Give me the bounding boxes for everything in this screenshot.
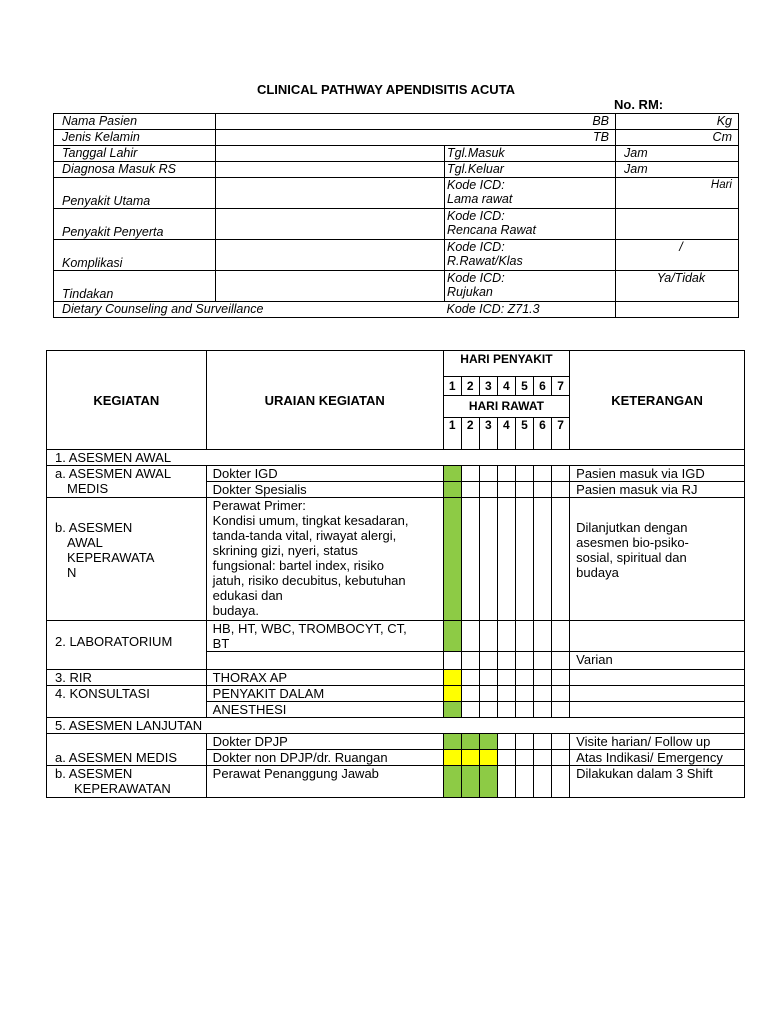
day-cell[interactable] xyxy=(497,670,515,686)
kode-icd-label: Kode ICD: xyxy=(447,209,505,223)
kode-icd-label: Kode ICD: xyxy=(447,178,505,192)
diagnosa-label: Diagnosa Masuk RS xyxy=(54,162,216,178)
label-line: N xyxy=(67,565,77,580)
uraian-cell: Dokter non DPJP/dr. Ruangan xyxy=(206,750,443,766)
day-cell[interactable] xyxy=(497,498,515,621)
hari-penyakit-day: 3 xyxy=(479,377,497,396)
day-cell[interactable] xyxy=(479,652,497,670)
day-cell[interactable] xyxy=(552,466,570,482)
uraian-line: tanda-tanda vital, riwayat alergi, xyxy=(212,528,397,543)
uraian-cell: PENYAKIT DALAM xyxy=(206,686,443,702)
kegiatan-header: KEGIATAN xyxy=(47,351,207,450)
keterangan-cell: Varian xyxy=(570,652,745,670)
day-cell[interactable] xyxy=(515,621,533,652)
day-cell[interactable] xyxy=(479,686,497,702)
day-cell-green[interactable] xyxy=(461,766,479,798)
table-row xyxy=(47,670,745,686)
section-row xyxy=(47,450,745,466)
day-cell[interactable] xyxy=(443,652,461,670)
day-cell[interactable] xyxy=(479,498,497,621)
uraian-header: URAIAN KEGIATAN xyxy=(206,351,443,450)
day-cell[interactable] xyxy=(533,734,551,750)
rir-label: 3. RIR xyxy=(47,670,207,686)
rujukan-label: Rujukan xyxy=(447,285,493,299)
info-row-penyakit-penyerta xyxy=(54,209,739,240)
tanggal-lahir-label: Tanggal Lahir xyxy=(54,146,216,162)
day-cell[interactable] xyxy=(497,466,515,482)
keterangan-cell: Visite harian/ Follow up xyxy=(570,734,745,750)
hari-rawat-day: 5 xyxy=(515,418,533,450)
kode-icd-rencana-rawat xyxy=(445,209,616,240)
day-cell[interactable] xyxy=(479,702,497,718)
jenis-kelamin-value[interactable] xyxy=(216,130,445,146)
day-cell[interactable] xyxy=(552,670,570,686)
day-cell[interactable] xyxy=(515,466,533,482)
keterangan-line: budaya xyxy=(576,565,619,580)
section-asesmen-awal: 1. ASESMEN AWAL xyxy=(47,450,745,466)
nama-pasien-label: Nama Pasien xyxy=(54,114,216,130)
day-cell[interactable] xyxy=(515,686,533,702)
hari-rawat-day: 6 xyxy=(533,418,551,450)
tindakan-label: Tindakan xyxy=(54,271,216,302)
day-cell[interactable] xyxy=(497,702,515,718)
day-cell-yellow[interactable] xyxy=(443,670,461,686)
table-row xyxy=(47,766,745,798)
day-cell[interactable] xyxy=(552,734,570,750)
keterangan-cell xyxy=(570,686,745,702)
tgl-keluar-label: Tgl.Keluar xyxy=(445,162,616,178)
keterangan-cell xyxy=(570,498,745,621)
label-line: MEDIS xyxy=(67,481,109,496)
info-row-komplikasi xyxy=(54,240,739,271)
tanggal-lahir-value[interactable] xyxy=(216,146,445,162)
label-line: AWAL xyxy=(67,535,103,550)
rencana-rawat-value[interactable] xyxy=(616,209,739,240)
rawat-klas-label: R.Rawat/Klas xyxy=(447,254,523,268)
day-cell[interactable] xyxy=(515,670,533,686)
tb-label: TB xyxy=(445,130,616,146)
jam-masuk-label[interactable]: Jam xyxy=(616,146,739,162)
penyakit-utama-value[interactable] xyxy=(216,178,445,209)
keterangan-cell xyxy=(570,670,745,686)
uraian-cell xyxy=(206,621,443,652)
day-cell-yellow[interactable] xyxy=(479,750,497,766)
komplikasi-label: Komplikasi xyxy=(54,240,216,271)
uraian-line: HB, HT, WBC, TROMBOCYT, CT, xyxy=(212,621,407,636)
hari-penyakit-day: 7 xyxy=(552,377,570,396)
day-cell[interactable] xyxy=(497,621,515,652)
section-row xyxy=(47,718,745,734)
day-cell[interactable] xyxy=(461,498,479,621)
day-cell[interactable] xyxy=(515,498,533,621)
hari-penyakit-day: 4 xyxy=(497,377,515,396)
day-cell[interactable] xyxy=(461,621,479,652)
section-asesmen-lanjutan: 5. ASESMEN LANJUTAN xyxy=(47,718,745,734)
asesmen-awal-medis-label xyxy=(47,466,207,498)
day-cell[interactable] xyxy=(533,766,551,798)
day-cell-green[interactable] xyxy=(443,734,461,750)
dietary-value[interactable] xyxy=(616,302,739,318)
hari-rawat-header: HARI RAWAT xyxy=(443,396,570,418)
tindakan-value[interactable] xyxy=(216,271,445,302)
kode-icd-label: Kode ICD: xyxy=(447,271,505,285)
day-cell[interactable] xyxy=(497,652,515,670)
day-cell-green[interactable] xyxy=(461,734,479,750)
day-cell[interactable] xyxy=(461,652,479,670)
asesmen-medis-label: a. ASESMEN MEDIS xyxy=(47,734,207,766)
hari-rawat-day: 2 xyxy=(461,418,479,450)
day-cell[interactable] xyxy=(552,498,570,621)
day-cell[interactable] xyxy=(533,652,551,670)
jam-keluar-label[interactable]: Jam xyxy=(616,162,739,178)
day-cell[interactable] xyxy=(461,670,479,686)
day-cell-green[interactable] xyxy=(443,498,461,621)
uraian-line: edukasi dan xyxy=(212,588,283,603)
day-cell[interactable] xyxy=(497,734,515,750)
hari-penyakit-day: 5 xyxy=(515,377,533,396)
day-cell[interactable] xyxy=(533,482,551,498)
day-cell[interactable] xyxy=(533,686,551,702)
day-cell[interactable] xyxy=(497,686,515,702)
day-cell[interactable] xyxy=(479,670,497,686)
day-cell[interactable] xyxy=(552,702,570,718)
day-cell[interactable] xyxy=(515,750,533,766)
info-row-tanggal-lahir xyxy=(54,146,739,162)
komplikasi-value[interactable] xyxy=(216,240,445,271)
day-cell[interactable] xyxy=(497,750,515,766)
day-cell[interactable] xyxy=(461,466,479,482)
hari-penyakit-header: HARI PENYAKIT xyxy=(443,351,570,377)
keterangan-cell: Pasien masuk via IGD xyxy=(570,466,745,482)
keterangan-cell: Dilakukan dalam 3 Shift xyxy=(570,766,745,798)
no-rm-label: No. RM: xyxy=(614,97,664,112)
day-cell[interactable] xyxy=(479,466,497,482)
day-cell[interactable] xyxy=(533,670,551,686)
day-cell[interactable] xyxy=(515,652,533,670)
penyakit-penyerta-label: Penyakit Penyerta xyxy=(54,209,216,240)
day-cell-yellow[interactable] xyxy=(443,686,461,702)
kode-icd-rawat-klas xyxy=(445,240,616,271)
info-row-dietary xyxy=(54,302,739,318)
kode-icd-label: Kode ICD: xyxy=(447,240,505,254)
kode-icd-z713: Kode ICD: Z71.3 xyxy=(445,302,616,318)
info-row-tindakan xyxy=(54,271,739,302)
day-cell[interactable] xyxy=(552,750,570,766)
label-line: a. ASESMEN AWAL xyxy=(55,466,172,481)
asesmen-awal-keperawatan-label xyxy=(47,498,207,621)
uraian-cell: Dokter Spesialis xyxy=(206,482,443,498)
cm-unit[interactable]: Cm xyxy=(616,130,739,146)
hari-unit[interactable]: Hari xyxy=(616,178,739,209)
day-cell-green[interactable] xyxy=(479,734,497,750)
uraian-line: skrining gizi, nyeri, status xyxy=(212,543,358,558)
keterangan-line: sosial, spiritual dan xyxy=(576,550,687,565)
nama-pasien-value[interactable] xyxy=(216,114,445,130)
day-cell[interactable] xyxy=(552,652,570,670)
ya-tidak-option[interactable]: Ya/Tidak xyxy=(616,271,739,302)
kode-icd-rujukan xyxy=(445,271,616,302)
day-cell[interactable] xyxy=(461,686,479,702)
uraian-line: budaya. xyxy=(212,603,259,618)
day-cell[interactable] xyxy=(533,466,551,482)
keterangan-cell xyxy=(570,621,745,652)
penyakit-penyerta-value[interactable] xyxy=(216,209,445,240)
lama-rawat-label: Lama rawat xyxy=(447,192,513,206)
table-row xyxy=(47,686,745,702)
day-cell[interactable] xyxy=(552,766,570,798)
label-line: b. ASESMEN xyxy=(55,766,133,781)
day-cell[interactable] xyxy=(533,621,551,652)
day-cell-green[interactable] xyxy=(443,482,461,498)
day-cell-green[interactable] xyxy=(443,766,461,798)
day-cell[interactable] xyxy=(461,482,479,498)
day-cell[interactable] xyxy=(552,686,570,702)
day-cell[interactable] xyxy=(533,702,551,718)
hari-rawat-day: 4 xyxy=(497,418,515,450)
asesmen-keperawatan-label xyxy=(47,766,207,798)
day-cell-yellow[interactable] xyxy=(461,750,479,766)
table-row xyxy=(47,734,745,750)
keterangan-cell: Pasien masuk via RJ xyxy=(570,482,745,498)
uraian-line: Kondisi umum, tingkat kesadaran, xyxy=(212,513,409,528)
day-cell[interactable] xyxy=(497,482,515,498)
kode-icd-lama-rawat xyxy=(445,178,616,209)
laboratorium-label: 2. LABORATORIUM xyxy=(47,621,207,670)
jenis-kelamin-label: Jenis Kelamin xyxy=(54,130,216,146)
table-row xyxy=(47,498,745,621)
hari-rawat-day: 7 xyxy=(552,418,570,450)
day-cell[interactable] xyxy=(515,482,533,498)
uraian-cell xyxy=(206,652,443,670)
activity-table xyxy=(46,350,745,798)
day-cell-green[interactable] xyxy=(479,766,497,798)
day-cell[interactable] xyxy=(515,766,533,798)
day-cell[interactable] xyxy=(515,702,533,718)
uraian-cell: ANESTHESI xyxy=(206,702,443,718)
day-cell[interactable] xyxy=(552,621,570,652)
rencana-rawat-label: Rencana Rawat xyxy=(447,223,536,237)
day-cell[interactable] xyxy=(479,482,497,498)
bb-label: BB xyxy=(445,114,616,130)
uraian-cell: Dokter IGD xyxy=(206,466,443,482)
penyakit-utama-label: Penyakit Utama xyxy=(54,178,216,209)
info-row-penyakit-utama xyxy=(54,178,739,209)
day-cell[interactable] xyxy=(515,734,533,750)
dietary-label: Dietary Counseling and Surveillance xyxy=(54,302,445,318)
keterangan-line: Dilanjutkan dengan xyxy=(576,520,688,535)
hari-rawat-day: 1 xyxy=(443,418,461,450)
uraian-cell: Dokter DPJP xyxy=(206,734,443,750)
day-cell-green[interactable] xyxy=(443,466,461,482)
hari-penyakit-day: 1 xyxy=(443,377,461,396)
keterangan-cell: Atas Indikasi/ Emergency xyxy=(570,750,745,766)
uraian-line: BT xyxy=(212,636,230,651)
kg-unit[interactable]: Kg xyxy=(616,114,739,130)
diagnosa-value[interactable] xyxy=(216,162,445,178)
day-cell[interactable] xyxy=(497,766,515,798)
hari-rawat-day: 3 xyxy=(479,418,497,450)
day-cell[interactable] xyxy=(533,750,551,766)
page-title: CLINICAL PATHWAY APENDISITIS ACUTA xyxy=(256,82,516,97)
day-cell[interactable] xyxy=(479,621,497,652)
keterangan-header: KETERANGAN xyxy=(570,351,745,450)
uraian-line: Perawat Primer: xyxy=(212,498,306,513)
info-row-diagnosa xyxy=(54,162,739,178)
konsultasi-label: 4. KONSULTASI xyxy=(47,686,207,718)
patient-info-table xyxy=(53,113,739,318)
day-cell[interactable] xyxy=(461,702,479,718)
day-cell[interactable] xyxy=(533,498,551,621)
hari-penyakit-day: 2 xyxy=(461,377,479,396)
label-line: KEPERAWATA xyxy=(67,550,155,565)
table-row xyxy=(47,621,745,652)
keterangan-cell xyxy=(570,702,745,718)
label-line: b. ASESMEN xyxy=(55,520,133,535)
hari-penyakit-day: 6 xyxy=(533,377,551,396)
uraian-line: fungsional: bartel index, risiko xyxy=(212,558,384,573)
label-line: KEPERAWATAN xyxy=(74,781,171,796)
day-cell-green[interactable] xyxy=(443,702,461,718)
day-cell-yellow[interactable] xyxy=(443,750,461,766)
uraian-line: jatuh, risiko decubitus, kebutuhan xyxy=(212,573,406,588)
keterangan-line: asesmen bio-psiko- xyxy=(576,535,689,550)
tgl-masuk-label: Tgl.Masuk xyxy=(445,146,616,162)
info-row-nama xyxy=(54,114,739,130)
day-cell-green[interactable] xyxy=(443,621,461,652)
table-row xyxy=(47,466,745,482)
rawat-klas-value[interactable]: / xyxy=(616,240,739,271)
info-row-jenis-kelamin xyxy=(54,130,739,146)
day-cell[interactable] xyxy=(552,482,570,498)
uraian-cell: THORAX AP xyxy=(206,670,443,686)
uraian-cell: Perawat Penanggung Jawab xyxy=(206,766,443,798)
uraian-cell xyxy=(206,498,443,621)
